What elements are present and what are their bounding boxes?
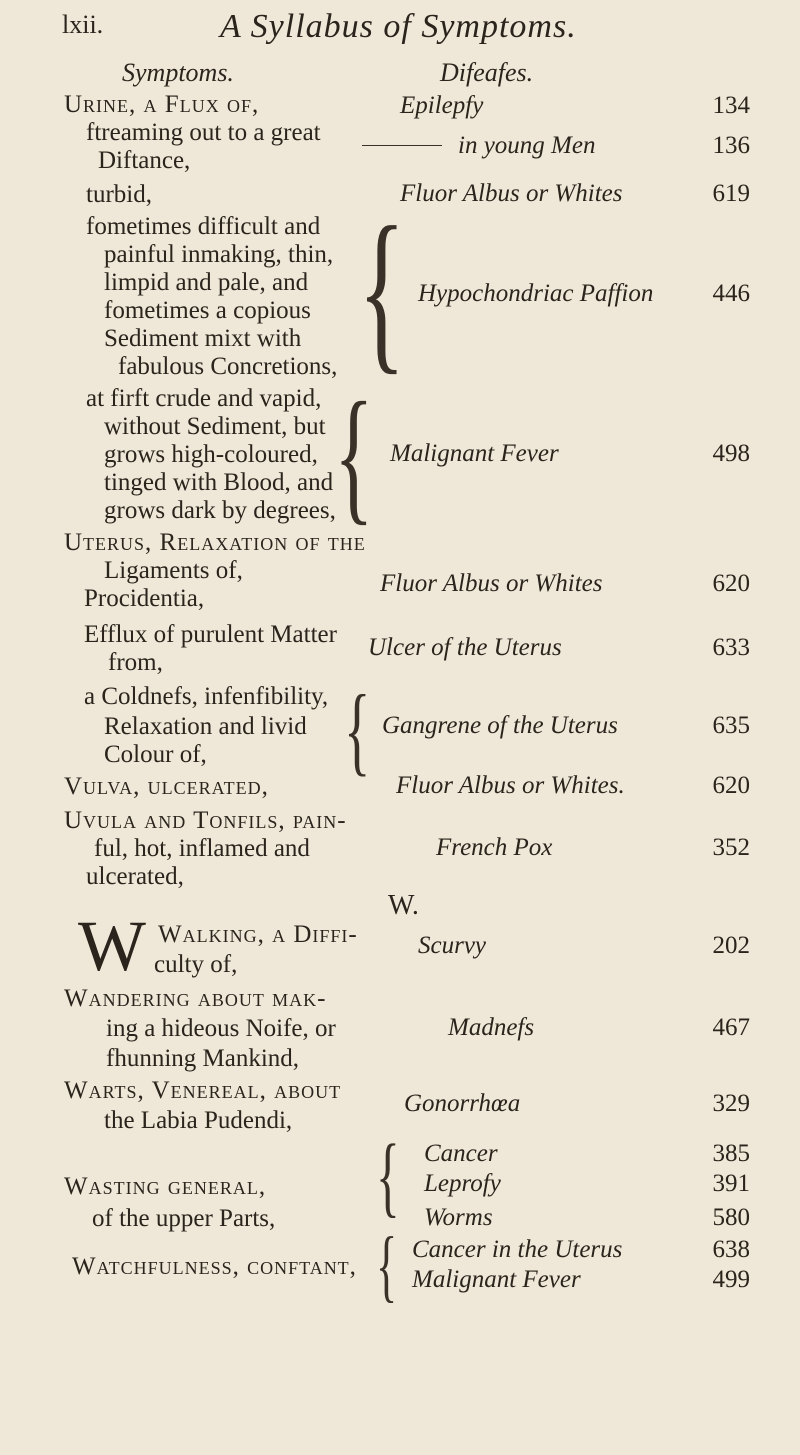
disease-name: Gonorrhœa (404, 1090, 521, 1117)
page-reference: 498 (712, 440, 750, 467)
disease-name: French Pox (436, 834, 553, 861)
page-reference: 136 (712, 132, 750, 159)
page-reference: 446 (712, 280, 750, 307)
page-reference: 633 (712, 634, 750, 661)
symptom-line: Procidentia, (84, 585, 205, 612)
running-title: A Syllabus of Symptoms. (220, 8, 577, 45)
brace-icon: { (334, 372, 374, 538)
symptom-line: the Labia Pudendi, (104, 1107, 293, 1134)
disease-name: Worms (424, 1204, 493, 1231)
symptom-line: Diftance, (98, 147, 191, 174)
symptoms-column-heading: Symptoms. (122, 58, 234, 87)
disease-name: Ulcer of the Uterus (368, 634, 562, 661)
page-reference: 329 (712, 1090, 750, 1117)
disease-name: Gangrene of the Uterus (382, 712, 618, 739)
disease-name: Scurvy (418, 932, 487, 959)
symptom-line: fometimes a copious (104, 297, 311, 324)
symptom-line: fhunning Mankind, (106, 1045, 300, 1072)
symptom-line: at firft crude and vapid, (86, 385, 322, 412)
page-reference: 391 (712, 1170, 750, 1197)
page-reference: 499 (712, 1266, 750, 1293)
symptom-line: Warts, Venereal, about (64, 1077, 342, 1104)
disease-name: Epilepfy (400, 92, 484, 119)
disease-name: Fluor Albus or Whites. (396, 772, 625, 799)
symptom-line: Colour of, (104, 741, 207, 768)
page-reference: 467 (712, 1014, 750, 1041)
page-reference: 620 (712, 570, 750, 597)
section-letter: W. (388, 890, 419, 921)
symptom-line: Urine, a Flux of, (64, 91, 260, 118)
symptom-line: from, (108, 649, 163, 676)
symptom-line: Uvula and Tonfils, pain- (64, 807, 347, 834)
disease-name: Cancer (424, 1140, 498, 1167)
disease-name: Malignant Fever (390, 440, 559, 467)
page-reference: 638 (712, 1236, 750, 1263)
symptom-line: ful, hot, inflamed and (94, 835, 310, 862)
page-reference: 580 (712, 1204, 750, 1231)
symptom-line: fabulous Concretions, (118, 353, 338, 380)
symptom-line: a Coldnefs, infenfibility, (84, 683, 329, 710)
symptom-line: Wandering about mak- (64, 985, 327, 1012)
symptom-line: grows dark by degrees, (104, 497, 336, 524)
disease-name: Madnefs (448, 1014, 535, 1041)
disease-name: in young Men (458, 132, 596, 159)
symptom-line: of the upper Parts, (92, 1205, 276, 1232)
symptom-line: Efflux of purulent Matter (84, 621, 337, 648)
page-reference: 619 (712, 180, 750, 207)
rule-line (362, 145, 442, 146)
symptom-line: grows high-coloured, (104, 441, 318, 468)
disease-name: Cancer in the Uterus (412, 1236, 623, 1263)
brace-icon: { (344, 674, 371, 785)
disease-name: Hypochondriac Paffion (418, 280, 654, 307)
symptom-line: Relaxation and livid (104, 713, 307, 740)
symptom-line: Sediment mixt with (104, 325, 302, 352)
symptom-line: ing a hideous Noife, or (106, 1015, 336, 1042)
symptom-line: ulcerated, (86, 863, 184, 890)
page-reference: 352 (712, 834, 750, 861)
disease-name: Malignant Fever (412, 1266, 581, 1293)
page-reference: 202 (712, 932, 750, 959)
disease-name: Fluor Albus or Whites (400, 180, 623, 207)
symptom-line: Vulva, ulcerated, (64, 773, 269, 800)
diseases-column-heading: Difeafes. (440, 58, 534, 87)
symptom-line: fometimes difficult and (86, 213, 321, 240)
symptom-line: Watchfulness, conftant, (72, 1253, 357, 1280)
drop-cap: W (78, 906, 146, 986)
page-reference: 134 (712, 92, 750, 119)
brace-icon: { (358, 190, 406, 389)
page-reference: 620 (712, 772, 750, 799)
symptom-line: Ligaments of, (104, 557, 243, 584)
disease-name: Fluor Albus or Whites (380, 570, 603, 597)
symptom-line: painful inmaking, thin, (104, 241, 334, 268)
symptom-line: tinged with Blood, and (104, 469, 334, 496)
symptom-line: Uterus, Relaxation of the (64, 529, 366, 556)
brace-icon: { (376, 1222, 398, 1310)
symptom-line: Walking, a Diffi- (158, 921, 358, 948)
symptom-line: turbid, (86, 181, 152, 208)
disease-name: Leprofy (424, 1170, 501, 1197)
page-number: lxii. (62, 10, 104, 39)
page-reference: 385 (712, 1140, 750, 1167)
symptom-line: ftreaming out to a great (86, 119, 321, 146)
symptom-line: culty of, (154, 951, 238, 978)
symptom-line: limpid and pale, and (104, 269, 309, 296)
symptom-line: without Sediment, but (104, 413, 326, 440)
page-reference: 635 (712, 712, 750, 739)
symptom-line: Wasting general, (64, 1173, 267, 1200)
brace-icon: { (376, 1127, 400, 1226)
